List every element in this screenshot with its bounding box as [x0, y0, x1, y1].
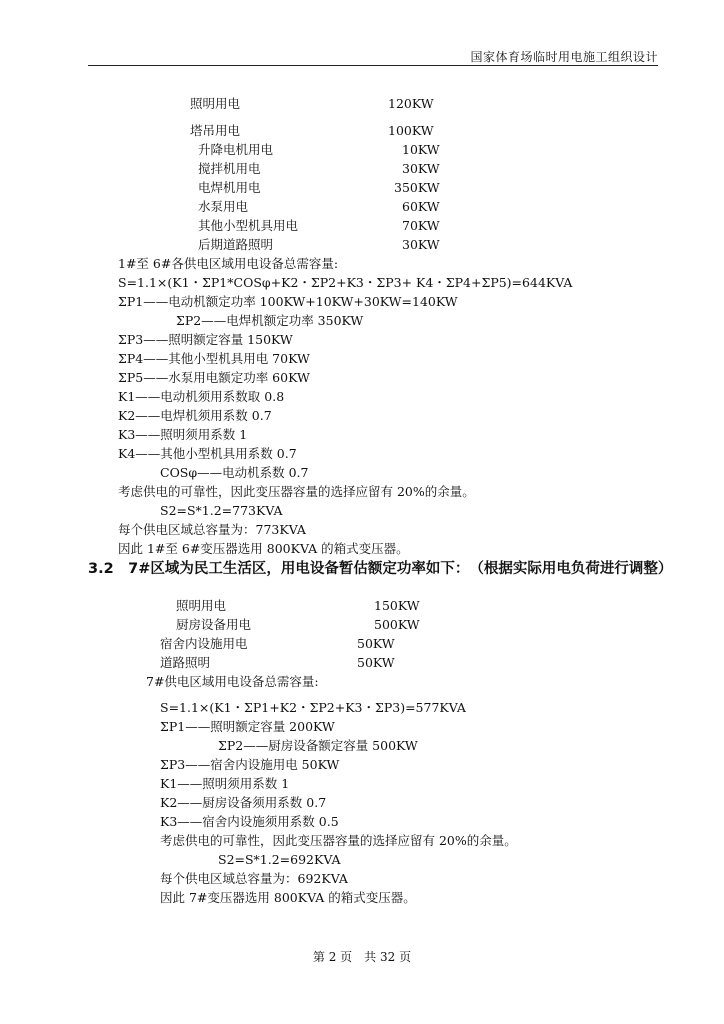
load-value: 30KW	[402, 237, 440, 252]
calc-line: COSφ——电动机系数 0.7	[160, 465, 309, 480]
load-name: 升降电机用电	[198, 142, 274, 157]
calc-line: ΣP3——宿舍内设施用电 50KW	[160, 757, 340, 772]
load-value: 50KW	[357, 636, 395, 651]
calc-line: 每个供电区域总容量为：773KVA	[118, 522, 306, 537]
load-name: 电焊机用电	[198, 180, 261, 195]
load-name: 宿舍内设施用电	[160, 636, 248, 651]
load-name: 道路照明	[160, 655, 211, 670]
calc-line: ΣP1——电动机额定功率 100KW+10KW+30KW=140KW	[118, 294, 458, 309]
calc-line: ΣP2——厨房设备额定容量 500KW	[218, 738, 418, 753]
load-value: 150KW	[374, 598, 420, 613]
load-name: 其他小型机具用电	[198, 218, 299, 233]
calc-line: S2=S*1.2=692KVA	[218, 852, 341, 867]
load-name: 塔吊用电	[190, 123, 241, 138]
calc-line: 每个供电区域总容量为：692KVA	[160, 871, 348, 886]
calc-line: ΣP2——电焊机额定功率 350KW	[176, 313, 364, 328]
calc-line: 因此 1#至 6#变压器选用 800KVA 的箱式变压器。	[118, 541, 409, 556]
formula-line: S=1.1×(K1・ΣP1+K2・ΣP2+K3・ΣP3)=577KVA	[160, 700, 466, 715]
load-value: 100KW	[388, 123, 434, 138]
calc-line: 7#供电区域用电设备总需容量:	[146, 674, 319, 689]
load-name: 水泵用电	[198, 199, 249, 214]
load-value: 120KW	[388, 96, 434, 111]
calc-line: 因此 7#变压器选用 800KVA 的箱式变压器。	[160, 890, 416, 905]
calc-line: ΣP1——照明额定容量 200KW	[160, 719, 335, 734]
calc-line: 考虑供电的可靠性，因此变压器容量的选择应留有 20%的余量。	[160, 833, 517, 848]
formula-line: S=1.1×(K1・ΣP1*COSφ+K2・ΣP2+K3・ΣP3+ K4・ΣP4+ΣP5)=644KVA	[118, 275, 573, 290]
calc-line: 考虑供电的可靠性，因此变压器容量的选择应留有 20%的余量。	[118, 484, 475, 499]
load-name: 搅拌机用电	[198, 161, 261, 176]
calc-line: K1——电动机须用系数取 0.8	[118, 389, 285, 404]
calc-line: K3——宿舍内设施须用系数 0.5	[160, 814, 339, 829]
section-heading: 3.2 7#区域为民工生活区，用电设备暂估额定功率如下： （根据实际用电负荷进行调整）	[88, 561, 673, 577]
load-value: 70KW	[402, 218, 440, 233]
calc-line: K2——厨房设备须用系数 0.7	[160, 795, 327, 810]
calc-line: S2=S*1.2=773KVA	[160, 503, 283, 518]
calc-line: K2——电焊机须用系数 0.7	[118, 408, 272, 423]
load-name: 照明用电	[176, 598, 227, 613]
load-name: 照明用电	[190, 96, 241, 111]
calc-line: K3——照明须用系数 1	[118, 427, 248, 442]
load-name: 后期道路照明	[198, 237, 274, 252]
calc-line: 1#至 6#各供电区域用电设备总需容量:	[118, 256, 339, 271]
calc-line: K4——其他小型机具用系数 0.7	[118, 446, 297, 461]
calc-line: ΣP3——照明额定容量 150KW	[118, 332, 293, 347]
load-value: 350KW	[394, 180, 440, 195]
load-value: 10KW	[402, 142, 440, 157]
load-value: 500KW	[374, 617, 420, 632]
running-header: 国家体育场临时用电施工组织设计	[470, 50, 658, 64]
load-value: 30KW	[402, 161, 440, 176]
load-name: 厨房设备用电	[176, 617, 252, 632]
calc-line: ΣP5——水泵用电额定功率 60KW	[118, 370, 310, 385]
load-value: 60KW	[402, 199, 440, 214]
calc-line: ΣP4——其他小型机具用电 70KW	[118, 351, 310, 366]
header-rule	[88, 65, 658, 66]
calc-line: K1——照明须用系数 1	[160, 776, 290, 791]
load-value: 50KW	[357, 655, 395, 670]
page-footer: 第 2 页 共 32 页	[312, 950, 412, 964]
